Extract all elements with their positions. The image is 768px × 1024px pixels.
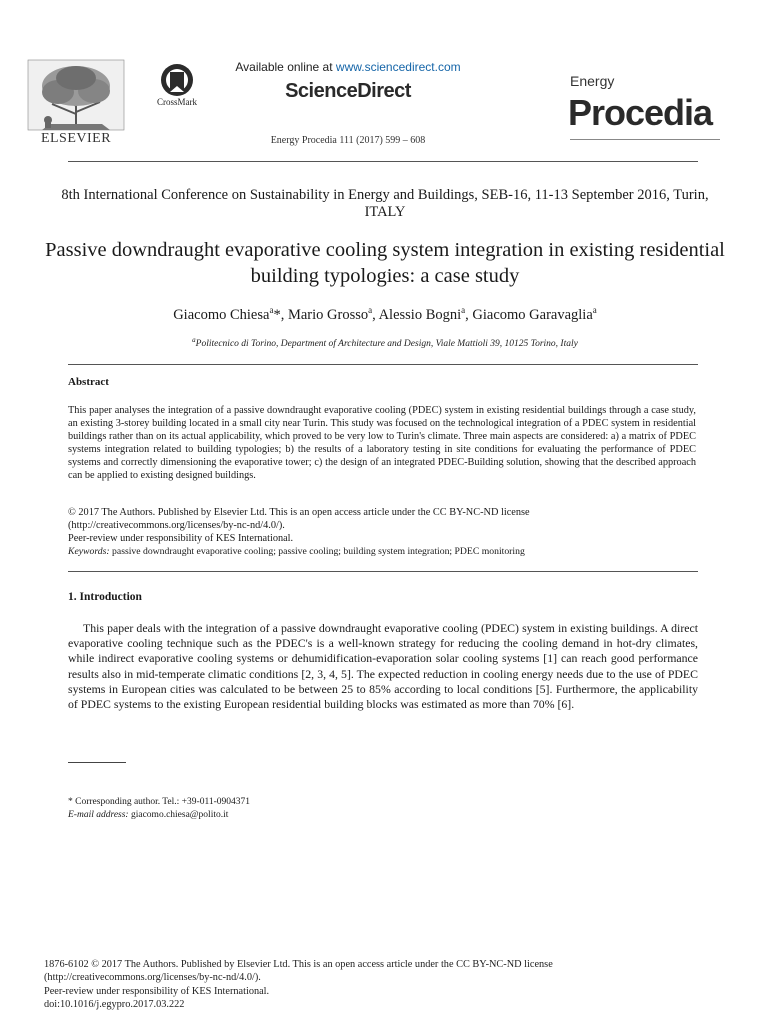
affiliation-mark: a [192,336,196,344]
footer-doi[interactable]: doi:10.1016/j.egypro.2017.03.222 [44,999,185,1011]
affiliation-text: Politecnico di Torino, Department of Architecture and Design, Viale Mattioli 39, 10125 Torino, Italy [195,339,578,350]
keywords-line [68,546,696,557]
abstract-bottom-divider [68,571,698,572]
journal-citation: Energy Procedia 111 (2017) 599 – 608 [270,135,426,146]
crossmark-label: CrossMark [157,97,197,107]
header-divider [68,161,698,162]
footnote-divider [68,762,126,763]
keywords-label: Keywords: [68,546,110,557]
affiliation [40,336,730,349]
author-affiliation-mark: a [269,305,274,315]
author-name: Giacomo Garavaglia [472,306,593,323]
author-name: Mario Grosso [287,306,369,323]
abstract-text: This paper analyses the integration of a passive downdraught evaporative cooling (PDEC) system in existing residential buildings through a case study, an existing 3-storey building located in a small city near Turin. This study was focused on the technological integration of a PDEC system in residential buildings rather than on its actual applicability, which proved to be very low to Turin's climate. Three main aspects are considered: a) a matrix of PDEC systems integration related to building typologies; b) the results of a laboratory testing in site conditions for evaluating the performance of PDEC systems and correctly dimensioning the evaporative tower; c) the design of an integrated PDEC-Building solution, showing that the described approach can be applied to existing designed buildings. [68,405,696,482]
author-list: Giacomo Chiesa$^a$*, Mario Grosso$^a$, Alessio Bogni$^a$, Giacomo Garavaglia$^a$ [173,305,597,323]
footnote [68,796,668,822]
peer-review-line: Peer-review under responsibility of KES International. [68,533,294,544]
conference-line: 8th International Conference on Sustainability in Energy and Buildings, SEB-16, 11-13 September 2016, Turin, ITALY [61,187,709,220]
author-name: Alessio Bogni [378,306,462,323]
footer-license-line: 1876-6102 © 2017 The Authors. Published by Elsevier Ltd. This is an open access article under the CC BY-NC-ND license [44,959,553,970]
author-affiliation-mark: a [368,305,373,315]
section-heading-introduction: 1. Introduction [68,591,142,603]
journal-logo-underline [570,139,720,140]
available-online-line [208,60,488,74]
email-line [68,809,668,822]
email-label: E-mail address: [68,810,129,820]
author-name: Giacomo Chiesa [173,306,270,323]
paper-title: Passive downdraught evaporative cooling system integration in existing residential building typologies: a case study [45,239,725,287]
footer-peer-review: Peer-review under responsibility of KES International. [44,985,270,997]
abstract-top-divider [68,364,698,365]
email-address[interactable]: giacomo.chiesa@polito.it [128,810,229,820]
footer-license-url[interactable]: (http://creativecommons.org/licenses/by-nc-nd/4.0/). [44,972,261,984]
journal-word-small: Energy [570,73,615,89]
abstract-license [68,506,696,545]
corresponding-mark: * [273,306,281,323]
available-prefix: Available online at [235,60,336,74]
page-footer [44,958,744,1012]
platform-name: ScienceDirect [285,80,411,102]
sciencedirect-link[interactable]: www.sciencedirect.com [335,60,461,74]
keywords-text: passive downdraught evaporative cooling; passive cooling; building system integration; PDEC monitoring [109,546,525,557]
abstract-heading: Abstract [68,376,109,388]
corresponding-author-line: * Corresponding author. Tel.: +39-011-0904371 [68,797,251,807]
publisher-logo-text: ELSEVIER [40,131,112,146]
license-url[interactable]: (http://creativecommons.org/licenses/by-nc-nd/4.0/). [68,520,285,531]
introduction-paragraph: This paper deals with the integration of a passive downdraught evaporative cooling (PDEC) system in existing buildings. A direct evaporative cooling technique such as the PDEC's is a well-known strategy for reducing the cooling demand in hot-dry climates, while indirect evaporative cooling systems or dehumidification-evaporation solar cooling systems [1] can reach good performance results also in mid-temperate climatic conditions [2, 3, 4, 5]. The expected reduction in cooling energy needs due to the use of PDEC systems in European cities was calculated to be between 25 to 85% according to local conditions [5]. Furthermore, the applicability of PDEC systems to the existing European residential building blocks was estimated as more than 70% [6]. [68,621,698,712]
author-affiliation-mark: a [461,305,466,315]
license-line: © 2017 The Authors. Published by Elsevier Ltd. This is an open access article under the CC BY-NC-ND license [68,507,530,518]
author-affiliation-mark: a [592,305,597,315]
journal-word-large: Procedia [568,92,713,133]
